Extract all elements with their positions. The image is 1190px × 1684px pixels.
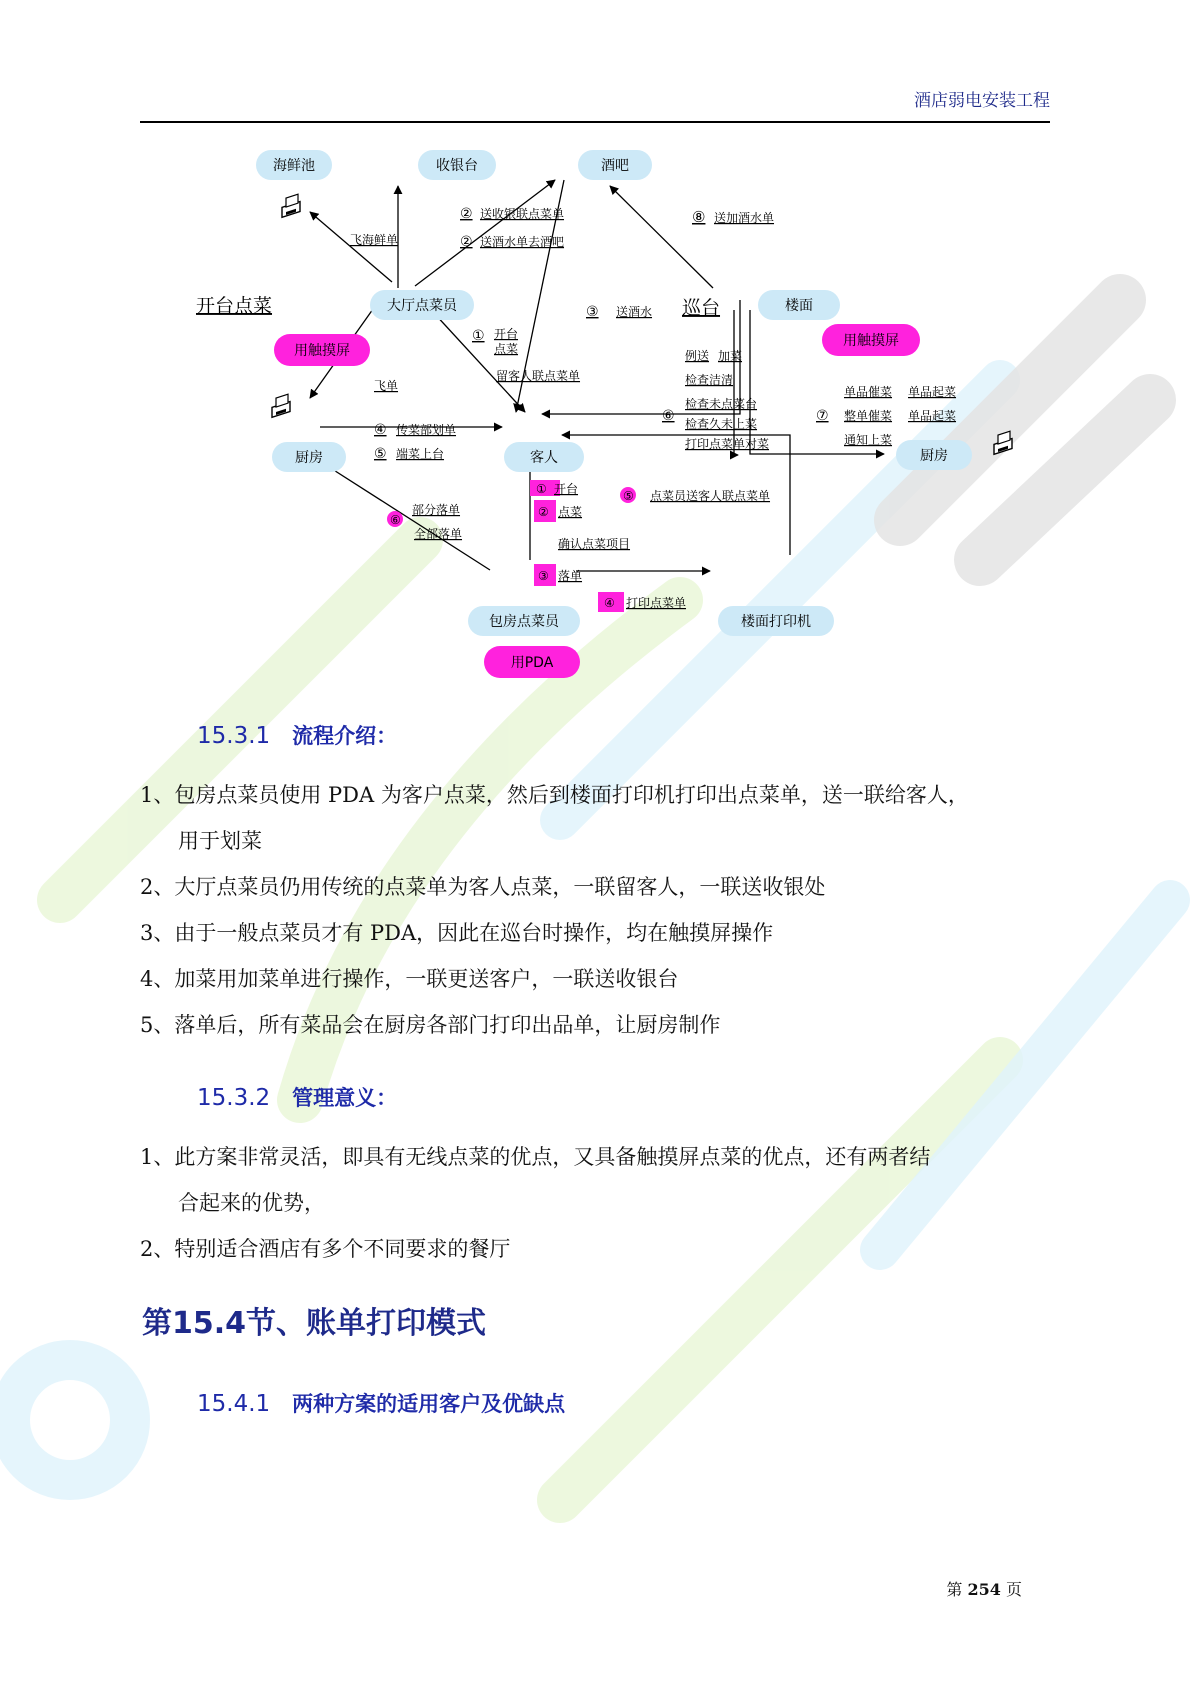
subsection-heading-1531 [197, 720, 397, 750]
label-num-8: ⑧ [692, 208, 706, 226]
label-num-7: ⑦ [816, 408, 829, 424]
step-1-num: ① [536, 482, 547, 496]
label-send-cashier: 送收银联点菜单 [480, 207, 565, 221]
step-5-num: ⑤ [623, 489, 634, 503]
step-1-text: 开台 [554, 482, 579, 496]
label-example-send: 例送 [685, 349, 710, 363]
step-3-num: ③ [538, 569, 549, 583]
subsection-heading-1541 [197, 1388, 565, 1418]
flow-list [140, 772, 1050, 1048]
node-floor-printer [718, 606, 834, 636]
label-fly: 飞单 [374, 379, 399, 393]
heading-open-order: 开台点菜 [196, 295, 273, 317]
list-item: 2、特别适合酒店有多个不同要求的餐厅 [140, 1237, 511, 1261]
label-send-wine-bar: 送酒水单去酒吧 [480, 235, 565, 249]
node-bar-label: 酒吧 [601, 158, 629, 174]
label-num-6: ⑥ [662, 408, 675, 424]
label-send-extra-wine: 送加酒水单 [714, 211, 775, 225]
label-open-table: 开台 [494, 327, 519, 341]
list-item: 5、落单后，所有菜品会在厨房各部门打印出品单，让厨房制作 [140, 1013, 721, 1037]
subsection-number: 15.3.2 [197, 1085, 271, 1111]
list-item-continued: 合起来的优势， [178, 1191, 325, 1215]
subsection-title: 两种方案的适用客户及优缺点 [292, 1392, 566, 1416]
label-single-urge: 单品催菜 [844, 385, 893, 399]
arrow-hall-to-seafood [310, 212, 392, 282]
label-num-3: ③ [586, 304, 599, 320]
management-list [140, 1134, 1050, 1272]
label-check-unserved: 检查未点菜台 [685, 397, 758, 411]
step-5-text: 点菜员送客人联点菜单 [650, 489, 771, 503]
node-hall-waiter [370, 290, 474, 320]
page-suffix: 页 [1000, 1580, 1022, 1599]
label-check-clean: 检查洁清 [685, 373, 734, 387]
subsection-title: 管理意义： [292, 1086, 398, 1110]
label-fly-seafood: 飞海鲜单 [350, 233, 399, 247]
node-kitchen-right [896, 440, 972, 470]
label-num-5: ⑤ [374, 446, 387, 462]
section-title: 第15.4节、账单打印模式 [142, 1306, 487, 1341]
label-order: 点菜 [494, 342, 519, 356]
subsection-title: 流程介绍： [292, 724, 398, 748]
badge-touch-left-label: 用触摸屏 [294, 343, 350, 359]
badge-pda-label: 用PDA [510, 655, 554, 671]
node-kitchen-left-label: 厨房 [295, 450, 323, 466]
label-confirm: 确认点菜项目 [558, 537, 631, 551]
list-item: 1、包房点菜员使用 PDA 为客户点菜，然后到楼面打印机打印出点菜单，送一联给客人， [140, 783, 969, 807]
subsection-number: 15.3.1 [197, 723, 271, 749]
node-guest-label: 客人 [530, 450, 558, 466]
list-item: 3、由于一般点菜员才有 PDA，因此在巡台时操作，均在触摸屏操作 [140, 921, 774, 945]
label-all: 全部落单 [414, 527, 463, 541]
label-whole-urge: 整单催菜 [844, 409, 893, 423]
node-seafood-label: 海鲜池 [273, 158, 315, 174]
page-prefix: 第 [946, 1580, 968, 1599]
node-kitchen-left [272, 442, 346, 472]
label-num-1: ① [472, 328, 485, 344]
badge-pda [484, 646, 580, 678]
label-check-late: 检查久未上菜 [685, 417, 758, 431]
printer-icon [282, 194, 300, 217]
list-item-continued: 用于划菜 [178, 829, 262, 853]
label-add-dish: 加菜 [718, 349, 743, 363]
node-room-waiter-label: 包房点菜员 [489, 614, 559, 630]
step-3-text: 落单 [558, 569, 583, 583]
header-title: 酒店弱电安装工程 [914, 91, 1050, 111]
node-cashier-label: 收银台 [436, 158, 478, 174]
page-number [946, 1577, 1022, 1600]
arrow-roomwaiter-to-kitchen [318, 460, 490, 570]
label-single-start: 单品起菜 [908, 385, 957, 399]
label-send-wine: 送酒水 [616, 305, 653, 319]
label-partial: 部分落单 [412, 503, 461, 517]
label-serve-dish: 端菜上台 [396, 447, 445, 461]
badge-touch-right [822, 324, 920, 356]
label-print-check: 打印点菜单对菜 [685, 437, 770, 451]
list-item: 1、此方案非常灵活，即具有无线点菜的优点，又具备触摸屏点菜的优点，还有两者结 [140, 1145, 931, 1169]
node-floor [758, 290, 840, 320]
step-4-text: 打印点菜单 [626, 596, 687, 610]
header-rule [140, 121, 1050, 123]
subsection-heading-1532 [197, 1082, 397, 1112]
node-guest [504, 442, 584, 472]
node-hall-waiter-label: 大厅点菜员 [387, 298, 457, 314]
arrow-hall-to-bar [415, 180, 555, 286]
list-item: 4、加菜用加菜单进行操作，一联更送客户，一联送收银台 [140, 967, 679, 991]
node-kitchen-right-label: 厨房 [920, 448, 948, 464]
arrow-floor-to-kitchen-right [734, 310, 738, 455]
label-num-2b: ② [460, 234, 473, 250]
node-floor-printer-label: 楼面打印机 [741, 614, 811, 630]
node-cashier [418, 150, 496, 180]
step-2-text: 点菜 [558, 505, 583, 519]
list-item: 2、大厅点菜员仍用传统的点菜单为客人点菜，一联留客人，一联送收银处 [140, 875, 826, 899]
printer-icon [272, 394, 290, 417]
label-num-4: ④ [374, 422, 387, 438]
badge-touch-right-label: 用触摸屏 [843, 333, 899, 349]
badge-touch-left [274, 334, 370, 366]
node-bar [578, 150, 652, 180]
label-num-2: ② [460, 206, 473, 222]
node-floor-label: 楼面 [785, 298, 813, 314]
step-4-num: ④ [604, 596, 615, 610]
node-seafood [256, 150, 332, 180]
printer-icon [994, 431, 1012, 454]
node-room-waiter [468, 606, 580, 636]
heading-patrol: 巡台 [682, 297, 721, 319]
label-single-start-2: 单品起菜 [908, 409, 957, 423]
page-value: 254 [967, 1580, 1001, 1599]
label-notify-serve: 通知上菜 [844, 433, 893, 447]
label-pass-dish: 传菜部划单 [396, 423, 457, 437]
flow-diagram [150, 150, 1050, 690]
label-keep-guest: 留客人联点菜单 [496, 369, 581, 383]
arrow-floor-to-bar [610, 186, 713, 288]
subsection-number: 15.4.1 [197, 1391, 271, 1417]
step-2-num: ② [538, 505, 549, 519]
step-6-num: ⑥ [390, 513, 401, 527]
